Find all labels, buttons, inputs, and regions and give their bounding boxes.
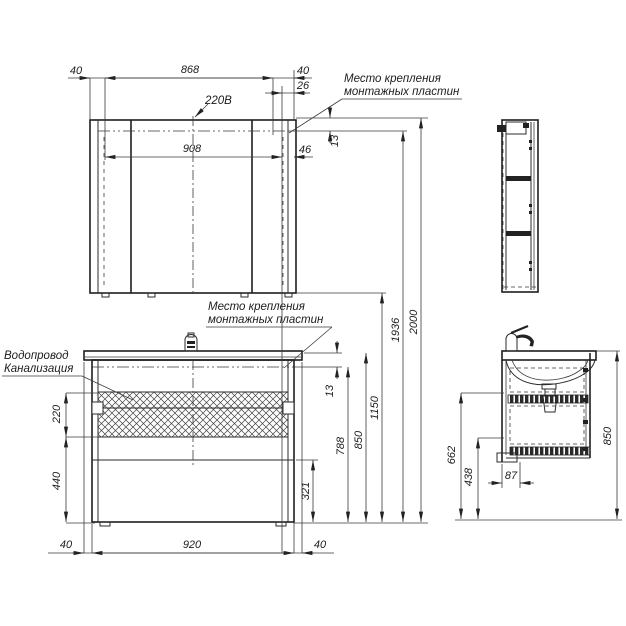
dim-662: 662 [446, 445, 458, 465]
svg-text:Канализация: Канализация [4, 363, 74, 375]
dim-908: 908 [182, 143, 202, 155]
svg-text:Водопровод: Водопровод [4, 350, 69, 362]
dim-2000: 2000 [408, 309, 420, 335]
dim-13-top: 13 [329, 134, 341, 148]
dimensions-side [446, 351, 622, 520]
dim-top-40-right: 40 [296, 65, 310, 77]
power-label: 220В [205, 95, 232, 107]
mounting-label-middle [206, 301, 332, 368]
dim-220: 220 [51, 404, 63, 424]
dim-side-850: 850 [602, 426, 614, 446]
dim-440: 440 [51, 471, 63, 491]
dim-788: 788 [335, 436, 347, 456]
mounting-label-top [289, 73, 462, 133]
dim-bottom-40-left: 40 [59, 539, 73, 551]
front-view-vanity [84, 333, 302, 526]
dim-1936: 1936 [390, 317, 402, 343]
svg-text:Место крепления: Место крепления [344, 73, 441, 85]
dim-850: 850 [353, 430, 365, 450]
svg-text:монтажных пластин: монтажных пластин [208, 314, 324, 326]
faucet-side [506, 326, 534, 351]
dim-46: 46 [298, 144, 312, 156]
sink-bowl [506, 360, 595, 385]
dim-top-868: 868 [180, 64, 200, 76]
dim-26: 26 [296, 80, 310, 92]
svg-text:Место крепления: Место крепления [208, 301, 305, 313]
drawer-rail-upper [508, 395, 588, 403]
dim-438: 438 [463, 467, 475, 487]
dim-87: 87 [504, 470, 518, 482]
dim-13-mid: 13 [324, 384, 336, 398]
dim-bottom-40-right: 40 [313, 539, 327, 551]
dim-top-40-left: 40 [69, 65, 83, 77]
svg-text:монтажных пластин: монтажных пластин [344, 86, 460, 98]
power-callout [195, 95, 232, 117]
dim-1150: 1150 [369, 396, 381, 420]
faucet-front [185, 333, 197, 351]
dim-321: 321 [300, 481, 312, 501]
side-view-mirror-cabinet [497, 120, 538, 292]
dim-920: 920 [182, 539, 202, 551]
drawer-rail-lower [510, 447, 590, 455]
